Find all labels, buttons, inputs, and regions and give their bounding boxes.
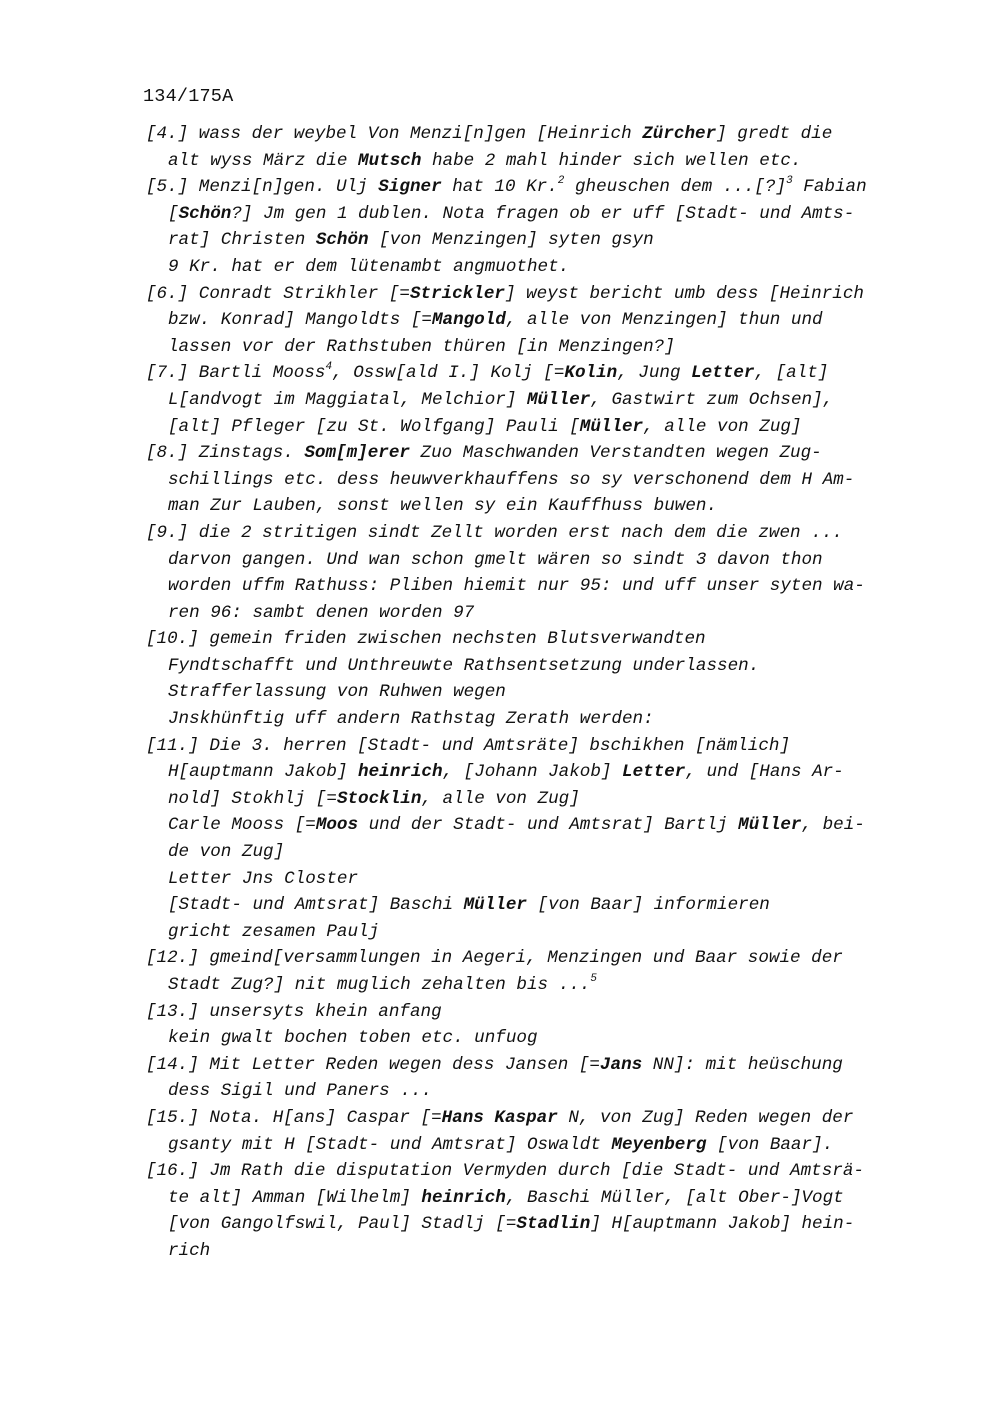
emphasized-name: Müller bbox=[526, 389, 591, 410]
emphasized-name: Hans Kaspar bbox=[441, 1107, 558, 1128]
emphasized-name: heinrich bbox=[358, 762, 443, 783]
emphasized-name: Schön bbox=[315, 230, 369, 251]
entry-continuation-line bbox=[168, 812, 916, 839]
text-run: H[auptmann Jakob] bbox=[168, 762, 359, 783]
text-run: alt wyss März die bbox=[168, 150, 359, 171]
text-run: , Gastwirt zum Ochsen], bbox=[590, 389, 834, 410]
text-run: , alle von Menzingen] thun und bbox=[505, 310, 823, 331]
entry-first-line bbox=[146, 733, 916, 760]
entry-continuation-line bbox=[168, 1025, 916, 1052]
text-run: [6.] Conradt Strikhler [= bbox=[146, 283, 410, 304]
text-run: [10.] gemein friden zwischen nechsten Blutsverwandten bbox=[146, 629, 706, 650]
entry-continuation-line bbox=[168, 254, 916, 281]
text-run: Strafferlassung von Ruhwen wegen bbox=[168, 682, 506, 703]
text-run: L[andvogt im Maggiatal, Melchior] bbox=[168, 389, 527, 410]
emphasized-name: Müller bbox=[579, 416, 644, 437]
emphasized-name: Kolin bbox=[564, 363, 618, 384]
text-run: [alt] Pfleger [zu St. Wolfgang] Pauli [ bbox=[168, 416, 580, 437]
text-run: [4.] wass der weybel Von Menzi[n]gen [Heinrich bbox=[146, 124, 643, 144]
text-run: , Baschi Müller, [alt Ober-]Vogt bbox=[505, 1187, 844, 1208]
text-run: [13.] unsersyts khein anfang bbox=[146, 1001, 442, 1022]
entry-continuation-line bbox=[168, 467, 916, 494]
text-run: man Zur Lauben, sonst wellen sy ein Kauffhuss buwen. bbox=[168, 496, 718, 517]
footnote-ref: 5 bbox=[590, 973, 597, 985]
text-run: ren 96: sambt denen worden 97 bbox=[168, 602, 475, 623]
protocol-entry bbox=[146, 1052, 916, 1105]
text-run: worden uffm Rathuss: Pliben hiemit nur 95: und uff unser syten wa- bbox=[168, 576, 865, 597]
text-run: , [Johann Jakob] bbox=[442, 762, 623, 783]
entry-continuation-line bbox=[168, 1078, 916, 1105]
text-run: te alt] Amman [Wilhelm] bbox=[168, 1187, 422, 1208]
entry-continuation-line bbox=[168, 892, 916, 919]
text-run: gricht zesamen Paulj bbox=[168, 921, 380, 942]
text-run: ] weyst bericht umb dess [Heinrich bbox=[504, 283, 864, 304]
text-run: [von Menzingen] syten gsyn bbox=[368, 230, 654, 251]
emphasized-name: Letter bbox=[691, 363, 755, 384]
text-run: [5.] Menzi[n]gen. Ulj bbox=[146, 177, 379, 198]
text-run: [15.] Nota. H[ans] Caspar [= bbox=[146, 1107, 442, 1128]
emphasized-name: Mutsch bbox=[358, 150, 422, 171]
emphasized-name: Stadlin bbox=[516, 1214, 591, 1235]
entry-continuation-line bbox=[168, 919, 916, 946]
entry-continuation-line bbox=[168, 1238, 916, 1265]
protocol-entry bbox=[146, 999, 916, 1052]
entry-first-line bbox=[146, 1052, 916, 1079]
entry-continuation-line bbox=[168, 786, 916, 813]
entry-first-line bbox=[146, 945, 916, 972]
entry-first-line bbox=[146, 1105, 916, 1132]
emphasized-name: Signer bbox=[378, 177, 442, 198]
emphasized-name: Mangold bbox=[431, 310, 506, 331]
protocol-entry bbox=[146, 121, 916, 174]
emphasized-name: Moos bbox=[315, 815, 359, 836]
emphasized-name: Stocklin bbox=[336, 788, 422, 809]
text-run: [von Baar] informieren bbox=[526, 895, 770, 916]
entry-continuation-line bbox=[168, 227, 916, 254]
entry-continuation-line bbox=[168, 600, 916, 627]
text-run: hat 10 Kr. bbox=[441, 177, 558, 198]
entry-continuation-line bbox=[168, 1211, 916, 1238]
entry-continuation-line bbox=[168, 547, 916, 574]
text-run: kein gwalt bochen toben etc. unfuog bbox=[168, 1028, 538, 1049]
entry-continuation-line bbox=[168, 307, 916, 334]
entry-first-line bbox=[146, 281, 916, 308]
entry-continuation-line bbox=[168, 1185, 916, 1212]
entry-continuation-line bbox=[168, 387, 916, 414]
emphasized-name: Zürcher bbox=[642, 124, 717, 144]
text-run: , Jung bbox=[617, 363, 692, 384]
entry-continuation-line bbox=[168, 706, 916, 733]
text-run: Letter Jns Closter bbox=[168, 868, 359, 889]
entry-first-line bbox=[146, 626, 916, 653]
protocol-entry bbox=[146, 945, 916, 998]
text-run: gsanty mit H [Stadt- und Amtsrat] Oswaldt bbox=[168, 1134, 612, 1155]
emphasized-name: Letter bbox=[622, 762, 686, 783]
footnote-ref: 3 bbox=[786, 175, 793, 188]
text-run: [von Gangolfswil, Paul] Stadlj [= bbox=[168, 1214, 517, 1235]
text-run: [9.] die 2 stritigen sindt Zellt worden erst nach dem die zwen ... bbox=[146, 522, 843, 543]
text-run: ] H[auptmann Jakob] hein- bbox=[590, 1214, 855, 1235]
text-run: und der Stadt- und Amtsrat] Bartlj bbox=[358, 815, 739, 836]
text-run: , [alt] bbox=[754, 363, 829, 384]
protocol-entries bbox=[146, 121, 916, 1265]
text-run: nold] Stokhlj [= bbox=[168, 788, 337, 809]
protocol-entry bbox=[146, 174, 916, 280]
protocol-entry bbox=[146, 360, 916, 440]
entry-continuation-line bbox=[168, 493, 916, 520]
protocol-entry bbox=[146, 440, 916, 520]
text-run: [12.] gmeind[versammlungen in Aegeri, Menzingen und Baar sowie der bbox=[146, 948, 843, 969]
emphasized-name: Jans bbox=[600, 1054, 643, 1075]
entry-continuation-line bbox=[168, 573, 916, 600]
emphasized-name: Som[m]erer bbox=[304, 443, 410, 464]
text-run: [16.] Jm Rath die disputation Vermyden durch [die Stadt- und Amtsrä- bbox=[146, 1161, 864, 1182]
entry-continuation-line bbox=[168, 679, 916, 706]
text-run: habe 2 mahl hinder sich wellen etc. bbox=[421, 150, 802, 171]
protocol-entry bbox=[146, 733, 916, 946]
text-run: [Stadt- und Amtsrat] Baschi bbox=[168, 895, 464, 916]
emphasized-name: Müller bbox=[738, 815, 802, 836]
entry-continuation-line bbox=[168, 334, 916, 361]
entry-continuation-line bbox=[168, 201, 916, 228]
entry-continuation-line bbox=[168, 839, 916, 866]
text-run: , alle von Zug] bbox=[643, 416, 802, 437]
page-number: 134/175A bbox=[143, 86, 234, 107]
entry-first-line bbox=[146, 360, 916, 387]
text-run: [7.] Bartli Mooss bbox=[146, 363, 326, 384]
entry-continuation-line bbox=[168, 414, 916, 441]
entry-continuation-line bbox=[168, 759, 916, 786]
entry-first-line bbox=[146, 999, 916, 1026]
text-run: 9 Kr. hat er dem lütenambt angmuothet. bbox=[168, 256, 570, 277]
emphasized-name: heinrich bbox=[421, 1187, 506, 1208]
entry-continuation-line bbox=[168, 1132, 916, 1159]
entry-continuation-line bbox=[168, 653, 916, 680]
emphasized-name: Schön bbox=[178, 203, 232, 224]
text-run: NN]: mit heüschung bbox=[642, 1054, 843, 1075]
text-run: [von Baar]. bbox=[706, 1134, 834, 1155]
text-run: Jnskhünftig uff andern Rathstag Zerath werden: bbox=[168, 709, 654, 730]
entry-first-line bbox=[146, 440, 916, 467]
footnote-ref: 4 bbox=[325, 361, 333, 374]
text-run: [11.] Die 3. herren [Stadt- und Amtsräte] bschikhen [nämlich] bbox=[146, 735, 791, 756]
text-run: de von Zug] bbox=[168, 842, 285, 863]
entry-first-line bbox=[146, 520, 916, 547]
protocol-entry bbox=[146, 1105, 916, 1158]
text-run: , Ossw[ald I.] Kolj [= bbox=[332, 363, 565, 384]
text-run: , alle von Zug] bbox=[421, 788, 580, 809]
text-run: [14.] Mit Letter Reden wegen dess Jansen [= bbox=[146, 1054, 600, 1075]
text-run: ] gredt die bbox=[716, 124, 833, 144]
text-run: [ bbox=[168, 203, 179, 224]
emphasized-name: Meyenberg bbox=[611, 1134, 707, 1155]
entry-first-line bbox=[146, 121, 916, 148]
text-run: , bei- bbox=[801, 815, 865, 836]
text-run: , und [Hans Ar- bbox=[685, 762, 844, 783]
footnote-ref: 2 bbox=[557, 175, 565, 188]
protocol-entry bbox=[146, 281, 916, 361]
emphasized-name: Strickler bbox=[409, 283, 505, 304]
text-run: Stadt Zug?] nit muglich zehalten bis ... bbox=[168, 975, 591, 995]
text-run: bzw. Konrad] Mangoldts [= bbox=[168, 310, 432, 331]
text-run: ?] Jm gen 1 dublen. Nota fragen ob er uff [Stadt- und Amts- bbox=[231, 203, 855, 224]
emphasized-name: Müller bbox=[463, 895, 527, 916]
text-run: rich bbox=[168, 1240, 211, 1261]
text-run: Fabian bbox=[792, 177, 867, 198]
text-run: Carle Mooss [= bbox=[168, 815, 316, 836]
text-run: [8.] Zinstags. bbox=[146, 443, 305, 464]
text-run: Zuo Maschwanden Verstandten wegen Zug- bbox=[409, 443, 822, 464]
entry-continuation-line bbox=[168, 972, 916, 999]
entry-first-line bbox=[146, 1158, 916, 1185]
protocol-entry bbox=[146, 520, 916, 626]
text-run: rat] Christen bbox=[168, 230, 316, 251]
protocol-entry bbox=[146, 626, 916, 732]
text-run: gheuschen dem ...[?] bbox=[564, 177, 787, 198]
entry-continuation-line bbox=[168, 866, 916, 893]
protocol-entry bbox=[146, 1158, 916, 1264]
text-run: darvon gangen. Und wan schon gmelt wären so sindt 3 davon thon bbox=[168, 549, 823, 570]
entry-continuation-line bbox=[168, 148, 916, 175]
text-run: N, von Zug] Reden wegen der bbox=[557, 1107, 854, 1128]
text-run: schillings etc. dess heuwverkhauffens so sy verschonend dem H Am- bbox=[168, 469, 855, 490]
text-run: dess Sigil und Paners ... bbox=[168, 1081, 432, 1102]
entry-first-line bbox=[146, 174, 916, 201]
text-run: lassen vor der Rathstuben thüren [in Menzingen?] bbox=[168, 336, 675, 357]
text-run: Fyndtschafft und Unthreuwte Rathsentsetzung underlassen. bbox=[168, 655, 760, 676]
